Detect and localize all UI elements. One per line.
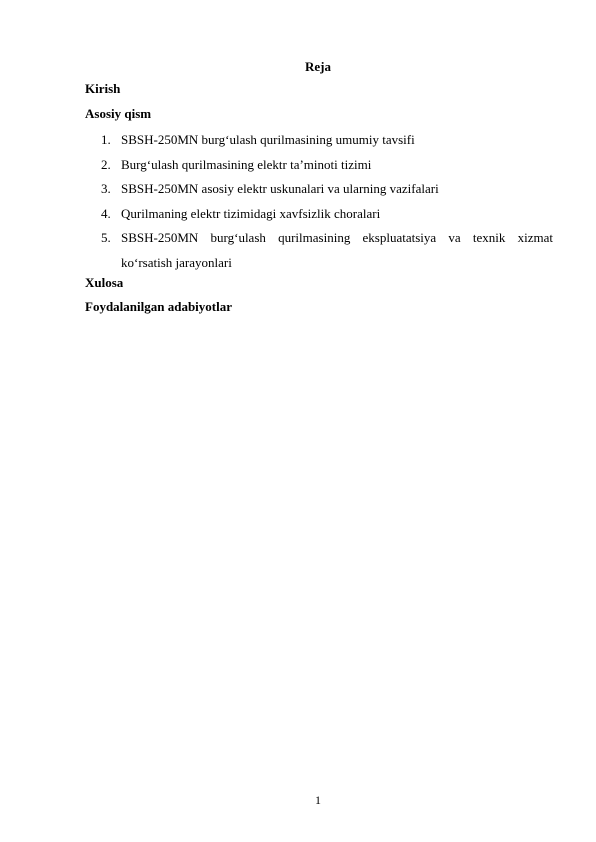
list-item	[85, 128, 553, 153]
outline-list	[85, 128, 553, 275]
list-item-number: 2.	[101, 156, 111, 172]
list-item	[85, 177, 553, 202]
list-item-text: Burg‘ulash qurilmasining elektr ta’minoti tizimi	[121, 156, 372, 172]
page-title: Reja	[305, 59, 331, 74]
list-item	[85, 226, 553, 275]
list-item-text: Qurilmaning elektr tizimidagi xavfsizlik choralari	[121, 205, 381, 221]
list-item	[85, 202, 553, 227]
main-section-heading: Asosiy qism	[85, 106, 152, 121]
list-item-text: SBSH-250MN asosiy elektr uskunalari va ularning vazifalari	[121, 181, 439, 196]
conclusion-heading: Xulosa	[85, 275, 124, 290]
list-item	[85, 153, 553, 178]
references-heading: Foydalanilgan adabiyotlar	[85, 299, 232, 314]
list-item-text: SBSH-250MN burg‘ulash qurilmasining umumiy tavsifi	[121, 132, 415, 147]
list-item-number: 1.	[101, 132, 111, 147]
list-item-number: 5.	[101, 230, 111, 245]
list-item-number: 4.	[101, 205, 111, 221]
list-item-text: SBSH-250MN burg‘ulash qurilmasining ekspluatatsiya va texnik xizmat ko‘rsatish jarayonlari	[121, 230, 553, 270]
list-item-number: 3.	[101, 181, 111, 196]
intro-heading: Kirish	[85, 81, 121, 96]
page-number: 1	[315, 793, 321, 807]
